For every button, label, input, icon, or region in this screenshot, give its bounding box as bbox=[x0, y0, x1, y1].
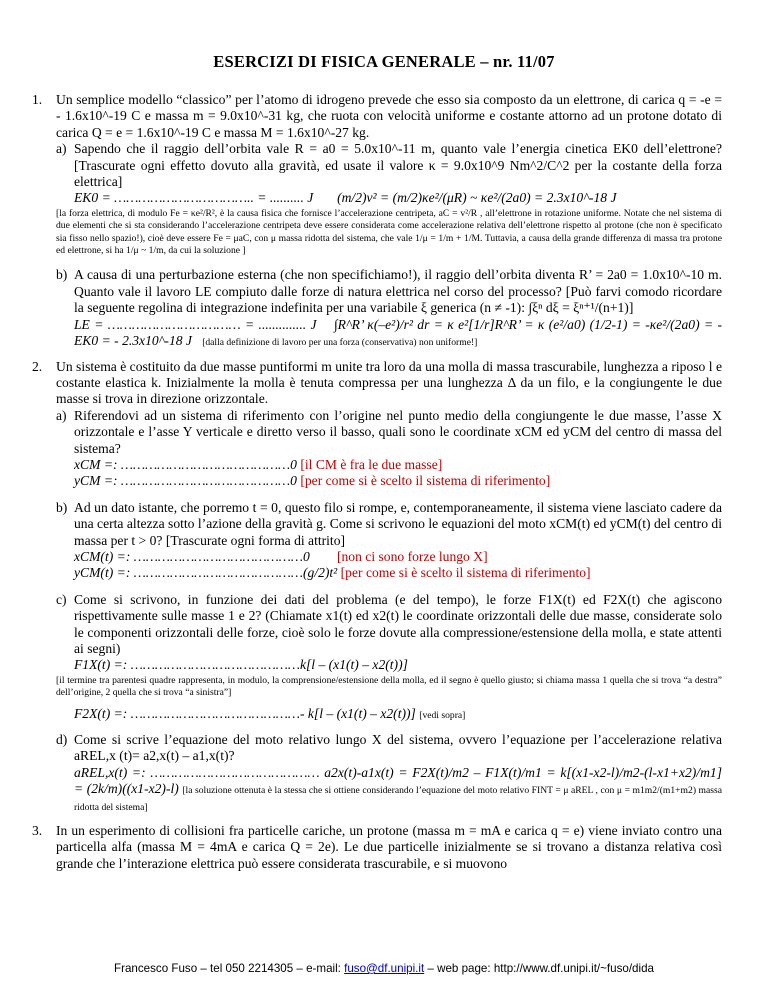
exercise-1 bbox=[32, 92, 722, 350]
answer-line bbox=[56, 765, 722, 814]
footer-contact: Francesco Fuso – tel 050 2214305 – e-mail: bbox=[114, 962, 345, 975]
answer-prompt: EK0 = …………………………….. = .......... J bbox=[74, 190, 314, 206]
answer-solution: aREL,x(t) =: …………………………………… a2x(t)-a1x(t) = F2X(t)/m2 – F1X(t)/m1 = k[(x1-x2-l)/m2-(l-x1+x2)/m1] = (2k/m)((x1-x2)-l) bbox=[74, 764, 722, 797]
answer-line bbox=[56, 565, 722, 581]
question-2a bbox=[56, 408, 722, 457]
question-1a bbox=[56, 141, 722, 190]
answer-note: [dalla definizione di lavoro per una forza (conservativa) non uniforme!] bbox=[202, 337, 478, 349]
answer-prompt: yCM(t) =: ……………………………………(g/2)t² bbox=[74, 565, 338, 581]
answer-line bbox=[56, 549, 722, 565]
answer-prompt: xCM(t) =: ……………………………………0 bbox=[74, 548, 310, 564]
footer-web: – web page: http://www.df.unipi.it/~fuso/dida bbox=[424, 962, 654, 975]
page-title: ESERCIZI DI FISICA GENERALE – nr. 11/07 bbox=[213, 52, 555, 71]
answer-prompt: F1X(t) =: ……………………………………k[l – (x1(t) – x2(t))] bbox=[74, 657, 408, 673]
answer-note: [per come si è scelto il sistema di riferimento] bbox=[300, 473, 551, 489]
exercise-2 bbox=[32, 359, 722, 815]
exercise-intro: Un semplice modello “classico” per l’atomo di idrogeno prevede che esso sia composto da un elettrone, di carica q = -e = - 1.6x10^-19 C e massa m = 9.0x10^-31 kg, che ruota con velocità uniforme e costante attorno ad un protone dotato di carica Q = e = 1.6x10^-19 C e massa M = 1.6x10^-27 kg. bbox=[56, 92, 722, 140]
question-2c bbox=[56, 592, 722, 658]
question-1b bbox=[56, 267, 722, 316]
answer-line bbox=[56, 190, 722, 206]
exercise-number: 2. bbox=[32, 358, 43, 374]
answer-solution: (m/2)v² = (m/2)κe²/(μR) ~ κe²/(2a0) = 2.3x10^-18 J bbox=[337, 190, 617, 206]
answer-note: [vedi sopra] bbox=[419, 709, 466, 721]
exercise-number: 3. bbox=[32, 823, 43, 839]
question-label: a) bbox=[56, 141, 67, 157]
answer-line bbox=[56, 473, 722, 489]
question-label: b) bbox=[56, 499, 68, 515]
question-text: A causa di una perturbazione esterna (che non specifichiamo!), il raggio dell’orbita diventa R’ = 2a0 = 1.0x10^-10 m. Quanto vale il lavoro LE compiuto dalle forze di natura elettrica nel corso del processo? [Può farvi comodo ricordare la seguente regolina di integrazione indefinita per una variabile ξ generica (n ≠ -1): ∫ξⁿ dξ = ξⁿ⁺¹/(n+1)] bbox=[74, 267, 722, 316]
answer-note: [non ci sono forze lungo X] bbox=[336, 548, 488, 564]
answer-prompt: xCM =: ……………………………………0 bbox=[74, 456, 297, 472]
question-label: c) bbox=[56, 591, 67, 607]
answer-line bbox=[56, 457, 722, 473]
question-text: Riferendovi ad un sistema di riferimento con l’origine nel punto medio della congiungente le due masse, l’asse X orizzontale e l’asse Y verticale e diretto verso il basso, quali sono le coordinate xCM ed yCM del centro di massa del sistema? bbox=[74, 407, 722, 456]
answer-line bbox=[56, 317, 722, 350]
question-2b bbox=[56, 500, 722, 549]
answer-line bbox=[56, 657, 722, 673]
footer-email-link[interactable]: fuso@df.unipi.it bbox=[344, 962, 425, 975]
exercise-intro: In un esperimento di collisioni fra particelle cariche, un protone (massa m = mA e carica q = e) viene inviato contro una particella alfa (massa M = 4mA e carica Q = 2e). Le due particelle inizialmente se si trovano a distanza relativa così grande che l’interazione elettrica può essere considerata trascurabile, e si muovono bbox=[56, 823, 722, 871]
question-2d bbox=[56, 732, 722, 765]
question-label: b) bbox=[56, 267, 68, 283]
answer-note: [il CM è fra le due masse] bbox=[300, 456, 443, 472]
exercise-number: 1. bbox=[32, 92, 43, 107]
question-label: d) bbox=[56, 732, 68, 748]
answer-note: [per come si è scelto il sistema di riferimento] bbox=[340, 565, 591, 581]
answer-line bbox=[56, 706, 722, 722]
exercise-3 bbox=[32, 823, 722, 872]
page-footer bbox=[0, 962, 768, 975]
exercise-intro: Un sistema è costituito da due masse puntiformi m unite tra loro da una molla di massa trascurabile, lunghezza a riposo l e costante elastica k. Inizialmente la molla è tenuta compressa per una lunghezza Δ da un filo, e la congiungente le due masse si trova in direzione orizzontale. bbox=[56, 358, 722, 407]
answer-note: [la soluzione ottenuta è la stessa che si ottiene considerando l’equazione del moto relativo FINT = μ aREL , con μ = m1m2/(m1+m2) massa ridotta del sistema] bbox=[74, 785, 722, 813]
answer-prompt: yCM =: ……………………………………0 bbox=[74, 473, 297, 489]
question-text: Ad un dato istante, che porremo t = 0, questo filo si rompe, e, contemporaneamente, il sistema viene lasciato cadere da una certa altezza sotto l’azione della gravità g. Come si scrivono le equazioni del moto xCM(t) ed yCM(t) del centro di massa per t > 0? [Trascurate ogni forma di attrito] bbox=[74, 499, 722, 548]
answer-solution: ∫R^R’ κ(–e²)/r² dr = κ e²[1/r]R^R’ = κ (e²/a0) (1/2-1) = -κe²/(2a0) = - EK0 = - 2.3x10^-18 J bbox=[74, 316, 722, 349]
answer-prompt: F2X(t) =: ……………………………………- k[l – (x1(t) – x2(t))] bbox=[74, 705, 416, 721]
answer-prompt: LE = …………………………… = .............. J bbox=[74, 316, 317, 332]
question-text: Sapendo che il raggio dell’orbita vale R = a0 = 5.0x10^-11 m, quanto vale l’energia cinetica EK0 dell’elettrone? [Trascurate ogni effetto dovuto alla gravità, ed usate il valore κ = 9.0x10^9 Nm^2/C^2 per la costante della forza elettrica] bbox=[74, 141, 722, 190]
answer-note: [la forza elettrica, di modulo Fe = κe²/R², è la causa fisica che fornisce l’accelerazione centripeta, aC = v²/R , all’elettrone in rotazione uniforme. Notate che nel sistema di due elementi che si sta considerando l’accelerazione centripeta deve essere considerata come accelerazione relativa dell’elettrone rispetto al protone (che non è specificato sia fisso nello spazio!), cioè deve essere Fe = μaC, con μ massa ridotta del sistema, che vale 1/μ = 1/m + 1/M. Tuttavia, a causa della grande differenza di massa tra protone ed elettrone, si ha 1/μ ~ 1/m, da cui la soluzione ] bbox=[56, 207, 722, 257]
question-text: Come si scrive l’equazione del moto relativo lungo X del sistema, ovvero l’equazione per l’accelerazione relativa aREL,x (t)= a2,x(t) – a1,x(t)? bbox=[74, 732, 722, 764]
question-label: a) bbox=[56, 407, 67, 423]
question-text: Come si scrivono, in funzione dei dati del problema (e del tempo), le forze F1X(t) ed F2X(t) che agiscono rispettivamente sulle masse 1 e 2? (Chiamate x1(t) ed x2(t) le coordinate orizzontali delle due masse, considerate solo le componenti orizzontali delle forze, cioè solo le forze dovute alla compressione/estensione della molla, e state attenti ai segni) bbox=[74, 591, 722, 656]
answer-note: [il termine tra parentesi quadre rappresenta, in modulo, la comprensione/estensione della molla, ed il segno è quello giusto; si chiama massa 1 quella che si trova “a destra” dell’origine, 2 quella che si trova “a sinistra”] bbox=[56, 674, 722, 699]
exercise-list bbox=[32, 92, 722, 881]
